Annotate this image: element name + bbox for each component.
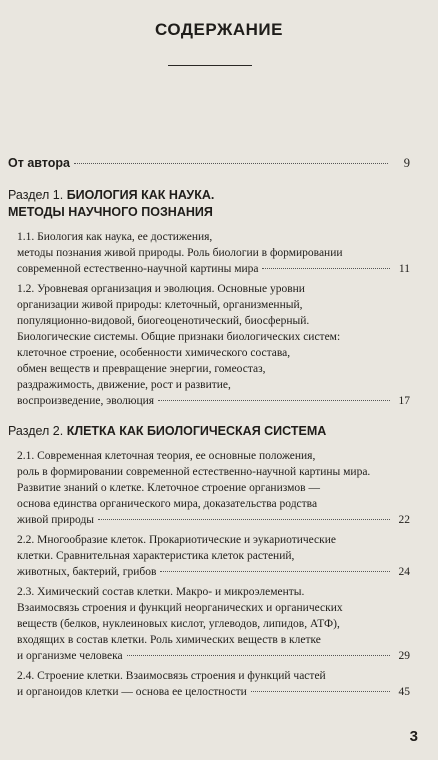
toc-entry-text: Развитие знаний о клетке. Клеточное строение организмов — xyxy=(17,482,320,494)
toc-entry-text: раздражимость, движение, рост и развитие, xyxy=(17,379,231,391)
section-title-line: КЛЕТКА КАК БИОЛОГИЧЕСКАЯ СИСТЕМА xyxy=(66,424,327,438)
toc-entry[interactable] xyxy=(8,448,410,528)
section-prefix: Раздел 2. xyxy=(8,424,67,438)
toc-entry-text: популяционно-видовой, биогеоценотический, биосферный. xyxy=(17,315,310,327)
page-title: СОДЕРЖАНИЕ xyxy=(155,20,283,39)
section-heading-1 xyxy=(8,187,410,204)
section-heading-1-line2 xyxy=(8,204,410,221)
dot-leader xyxy=(127,655,390,656)
toc-page-number: 29 xyxy=(398,650,410,662)
toc-entry-text: Биологические системы. Общие признаки биологических систем: xyxy=(17,331,341,343)
dot-leader xyxy=(262,268,390,269)
table-of-contents xyxy=(8,154,410,700)
toc-entry[interactable] xyxy=(8,668,410,700)
toc-entry-text: 2.1. Современная клеточная теория, ее основные положения, xyxy=(17,450,316,462)
toc-entry-author[interactable] xyxy=(8,154,410,172)
toc-entry[interactable] xyxy=(8,532,410,580)
toc-entry-text: 2.2. Многообразие клеток. Прокариотические и эукариотические xyxy=(17,534,337,546)
toc-page-number: 17 xyxy=(398,395,410,407)
toc-entry-text: животных, бактерий, грибов xyxy=(17,566,157,578)
toc-page-number: 45 xyxy=(398,686,410,698)
page-number: 3 xyxy=(409,728,418,745)
toc-entry-text: 1.2. Уровневая организация и эволюция. Основные уровни xyxy=(17,283,305,295)
section-title-line: МЕТОДЫ НАУЧНОГО ПОЗНАНИЯ xyxy=(8,205,213,219)
section-prefix: Раздел 1. xyxy=(8,188,67,202)
toc-entry-text: живой природы xyxy=(17,514,95,526)
toc-entry-text: основа единства органического мира, доказательства родства xyxy=(17,498,318,510)
toc-entry-text: веществ (белков, нуклеиновых кислот, углеводов, липидов, АТФ), xyxy=(17,618,340,630)
toc-entry-text: воспроизведение, эволюция xyxy=(17,395,155,407)
toc-entry-text: организации живой природы: клеточный, организменный, xyxy=(17,299,303,311)
dot-leader xyxy=(251,691,390,692)
toc-entry-text: и органоидов клетки — основа ее целостности xyxy=(17,686,247,698)
toc-entry-text: 2.3. Химический состав клетки. Макро- и микроэлементы. xyxy=(17,586,305,598)
toc-entry-text: Взаимосвязь строения и функций неорганических и органических xyxy=(17,602,343,614)
toc-entry-text: роль в формировании современной естественно-научной картины мира. xyxy=(17,466,371,478)
section-heading-2 xyxy=(8,423,410,440)
toc-entry-text: клеточное строение, особенности химического состава, xyxy=(17,347,291,359)
toc-entry-text: современной естественно-научной картины мира xyxy=(17,263,259,275)
toc-page-number: 24 xyxy=(398,566,410,578)
toc-entry-text: и организме человека xyxy=(17,650,123,662)
toc-entry-text: 1.1. Биология как наука, ее достижения, xyxy=(17,231,213,243)
toc-entry-text: 2.4. Строение клетки. Взаимосвязь строения и функций частей xyxy=(17,670,326,682)
toc-entry[interactable] xyxy=(8,281,410,409)
dot-leader xyxy=(74,163,388,164)
toc-entry-label: От автора xyxy=(8,156,70,170)
toc-entry-text: обмен веществ и превращение энергии, гомеостаз, xyxy=(17,363,266,375)
dot-leader xyxy=(160,571,390,572)
toc-entry[interactable] xyxy=(8,229,410,277)
section-title-line: БИОЛОГИЯ КАК НАУКА. xyxy=(66,188,215,202)
toc-entry-text: клетки. Сравнительная характеристика клеток растений, xyxy=(17,550,295,562)
dot-leader xyxy=(98,519,390,520)
dot-leader xyxy=(158,400,390,401)
title-underline xyxy=(168,65,252,66)
toc-entry[interactable] xyxy=(8,584,410,664)
toc-page-number: 9 xyxy=(403,156,410,170)
toc-entry-text: входящих в состав клетки. Роль химических веществ в клетке xyxy=(17,634,321,646)
toc-page-number: 11 xyxy=(398,263,410,275)
toc-page-number: 22 xyxy=(398,514,410,526)
toc-entry-text: методы познания живой природы. Роль биологии в формировании xyxy=(17,247,343,259)
